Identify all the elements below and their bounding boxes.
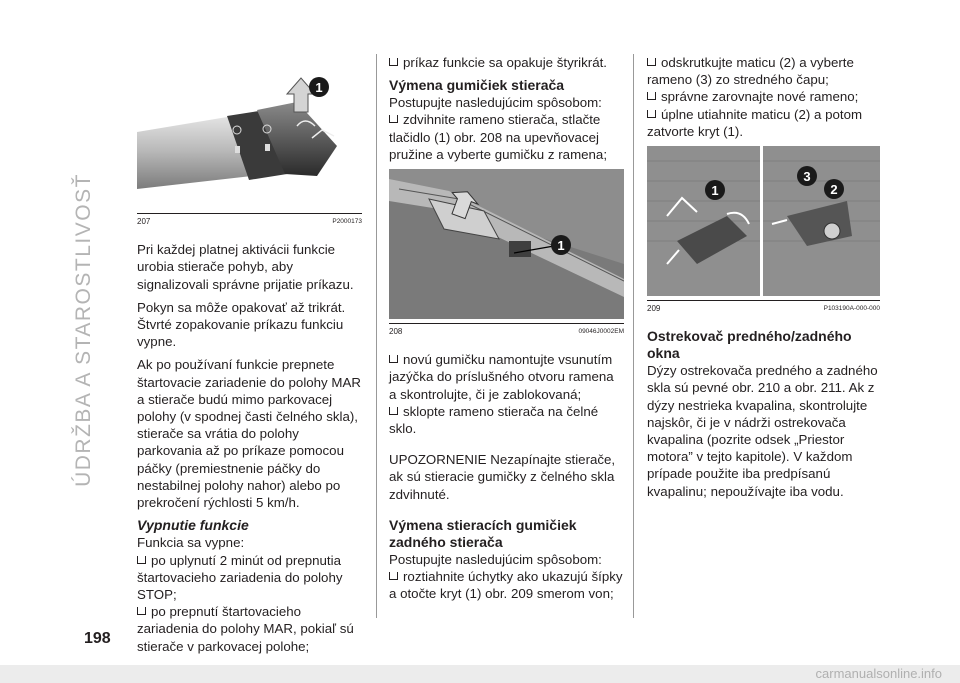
column-divider	[376, 54, 377, 618]
paragraph: Ak po používaní funkcie prepnete štartovacie zariadenie do polohy MAR a stierače budú mimo parkovacej polohy (v spodnej časti čelného skla), stierače sa vrátia do polohy parkovania až po príkaze pomocou páčky (premiestnenie páčky do nestabilnej polohy nahor) alebo po prekročení rýchlosti 5 km/h.	[137, 357, 361, 511]
callout-1-label: 1	[557, 238, 565, 254]
bullet-icon	[137, 607, 146, 615]
bullet-item: sklopte rameno stierača na čelné sklo.	[389, 403, 599, 437]
bullet-icon	[647, 58, 656, 66]
paragraph: Dýzy ostrekovača predného a zadného skla sú pevné obr. 210 a obr. 211. Ak z dýzy nestrieka kvapalina, skontrolujte najskôr, či je v nádrži ostrekovača kvapalina (pozrite odsek „Priestor motora” v tejto kapitole). V každom prípade použite iba predpísanú kvapalinu; nepoužívajte iba vodu.	[647, 363, 878, 499]
bullet-item: po uplynutí 2 minút od prepnutia štartovacieho zariadenia do polohy STOP;	[137, 552, 343, 603]
bullet-icon	[389, 58, 398, 66]
subheading: Ostrekovač predného/zadného okna	[647, 328, 852, 362]
page-number: 198	[84, 630, 111, 647]
subheading: Vypnutie funkcie	[137, 517, 249, 534]
paragraph: Pokyn sa môže opakovať až trikrát. Štvrté zopakovanie príkazu funkciu vypne.	[137, 299, 346, 350]
bullet-icon	[647, 92, 656, 100]
footer-watermark: carmanualsonline.info	[0, 665, 960, 683]
bullet-icon	[647, 110, 656, 118]
paragraph: Pri každej platnej aktivácii funkcie urobia stierače pohyb, aby signalizovali správne prijatie príkazu.	[137, 242, 354, 292]
bullet-icon	[389, 355, 398, 363]
column-2	[389, 54, 624, 602]
subheading: Výmena stieracích gumičiek zadného stierača	[389, 516, 577, 550]
callout-3-label: 3	[803, 169, 811, 185]
bullet-icon	[389, 572, 398, 580]
subheading: Výmena gumičiek stierača	[389, 77, 565, 94]
bullet-icon	[389, 115, 398, 123]
column-divider	[633, 54, 634, 618]
paragraph: Funkcia sa vypne:	[137, 535, 245, 551]
wiper-stalk-illustration	[137, 54, 362, 209]
column-3	[647, 54, 880, 500]
bullet-item: odskrutkujte maticu (2) a vyberte rameno (3) zo stredného čapu;	[647, 55, 854, 88]
figure-code: P2000173	[332, 218, 362, 226]
bullet-icon	[137, 556, 146, 564]
figure-number: 208	[389, 327, 403, 337]
figure-207	[137, 54, 362, 227]
bullet-item: príkaz funkcie sa opakuje štyrikrát.	[389, 54, 624, 71]
figure-code: P103190A-000-000	[823, 305, 880, 313]
rear-wiper-illustration	[647, 146, 880, 296]
section-side-title: ÚDRŽBA A STAROSTLIVOSŤ	[72, 173, 95, 487]
figure-caption-bar	[389, 323, 624, 337]
wiper-blade-illustration	[389, 169, 624, 319]
figure-number: 209	[647, 304, 661, 314]
figure-number: 207	[137, 217, 151, 227]
paragraph: Postupujte nasledujúcim spôsobom:	[389, 551, 602, 567]
figure-caption-bar	[137, 213, 362, 227]
callout-1-label: 1	[711, 183, 719, 199]
figure-209	[647, 146, 880, 314]
bullet-item: správne zarovnajte nové rameno;	[647, 88, 880, 105]
bullet-item: zdvihnite rameno stierača, stlačte tlačidlo (1) obr. 208 na upevňovacej pružine a vyberte gumičku z ramena;	[389, 112, 608, 162]
bullet-item: roztiahnite úchytky ako ukazujú šípky a otočte kryt (1) obr. 209 smerom von;	[389, 569, 623, 602]
bullet-item: novú gumičku namontujte vsunutím jazýčka do príslušného otvoru ramena a skontrolujte, či je zablokovaná;	[389, 352, 614, 402]
callout-2-label: 2	[830, 182, 838, 198]
bullet-icon	[389, 407, 398, 415]
column-1	[137, 54, 362, 655]
warning-text: UPOZORNENIE Nezapínajte stierače, ak sú stieracie gumičky z čelného skla zdvihnuté.	[389, 452, 616, 502]
figure-code: 09046J0002EM	[578, 328, 624, 336]
bullet-item: úplne utiahnite maticu (2) a potom zatvorte kryt (1).	[647, 106, 863, 139]
figure-caption-bar	[647, 300, 880, 314]
figure-208	[389, 169, 624, 337]
callout-1-label: 1	[315, 80, 323, 95]
paragraph: Postupujte nasledujúcim spôsobom:	[389, 95, 602, 111]
bullet-item: po prepnutí štartovacieho zariadenia do polohy MAR, pokiaľ sú stierače v parkovacej polohe;	[137, 604, 354, 654]
